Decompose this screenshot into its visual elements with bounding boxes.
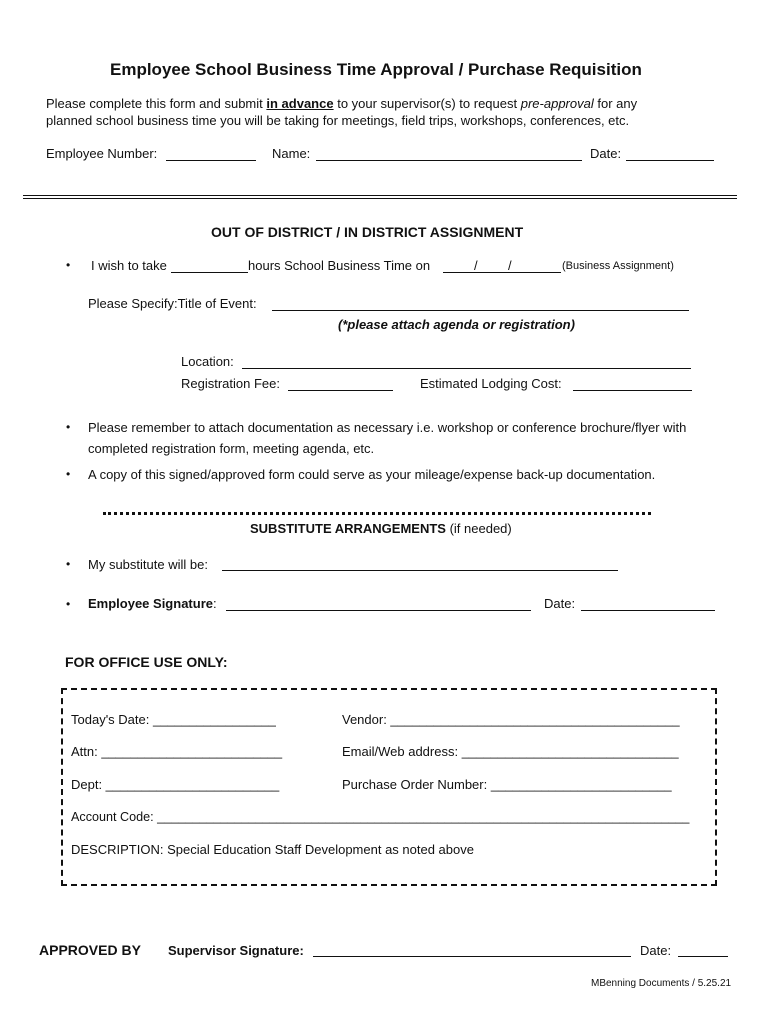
todays-date-field[interactable]: Today's Date: _________________ bbox=[71, 712, 276, 727]
employee-number-label: Employee Number: bbox=[46, 146, 158, 161]
dept-field[interactable]: Dept: ________________________ bbox=[71, 777, 280, 792]
assignment-heading: OUT OF DISTRICT / IN DISTRICT ASSIGNMENT bbox=[211, 224, 524, 240]
employee-number-field[interactable] bbox=[166, 160, 256, 161]
substitute-heading-note: (if needed) bbox=[445, 521, 512, 536]
reminder-line-1: Please remember to attach documentation as necessary i.e. workshop or conference brochure/flyer with bbox=[88, 420, 687, 435]
wish-prefix: I wish to take bbox=[91, 258, 167, 273]
copy-note: A copy of this signed/approved form could serve as your mileage/expense back-up documentation. bbox=[88, 467, 656, 482]
bullet-icon: • bbox=[66, 597, 71, 611]
date-slash-2: / bbox=[508, 258, 512, 273]
intro-text-3: for any bbox=[593, 96, 638, 111]
footer-text: MBenning Documents / 5.25.21 bbox=[591, 978, 732, 989]
intro-italic: pre-approval bbox=[520, 96, 594, 111]
account-code-field[interactable]: Account Code: ____________________________________________________________________________ bbox=[71, 810, 690, 824]
wish-suffix: (Business Assignment) bbox=[562, 260, 674, 272]
substitute-heading-row bbox=[250, 521, 512, 536]
name-label: Name: bbox=[272, 146, 311, 161]
signature-date-label: Date: bbox=[544, 596, 576, 611]
vendor-field[interactable]: Vendor: ________________________________________ bbox=[342, 712, 680, 727]
name-field[interactable] bbox=[316, 160, 582, 161]
description-text: DESCRIPTION: Special Education Staff Development as noted above bbox=[71, 842, 474, 857]
lodging-field[interactable] bbox=[573, 390, 692, 391]
email-field[interactable]: Email/Web address: ______________________________ bbox=[342, 744, 679, 759]
bullet-icon: • bbox=[66, 420, 71, 434]
employee-signature-label-row bbox=[88, 596, 217, 611]
bullet-icon: • bbox=[66, 258, 71, 272]
bullet-icon: • bbox=[66, 557, 71, 571]
office-heading: FOR OFFICE USE ONLY: bbox=[65, 654, 228, 670]
substitute-heading: SUBSTITUTE ARRANGEMENTS bbox=[250, 521, 446, 536]
substitute-label: My substitute will be: bbox=[88, 557, 208, 572]
lodging-label: Estimated Lodging Cost: bbox=[420, 376, 562, 391]
supervisor-signature-field[interactable] bbox=[313, 956, 631, 957]
assignment-date-field[interactable] bbox=[443, 272, 561, 273]
substitute-field[interactable] bbox=[222, 570, 618, 571]
registration-fee-field[interactable] bbox=[288, 390, 393, 391]
employee-signature-field[interactable] bbox=[226, 610, 531, 611]
location-label: Location: bbox=[181, 354, 234, 369]
form-title: Employee School Business Time Approval / Purchase Requisition bbox=[110, 60, 642, 79]
hours-field[interactable] bbox=[171, 272, 248, 273]
approval-date-label: Date: bbox=[640, 943, 672, 958]
intro-text-2: to your supervisor(s) to request bbox=[333, 96, 521, 111]
date-field[interactable] bbox=[626, 160, 714, 161]
po-number-field[interactable]: Purchase Order Number: _________________________ bbox=[342, 777, 672, 792]
employee-signature-label: Employee Signature bbox=[88, 596, 213, 611]
attach-note: (*please attach agenda or registration) bbox=[338, 317, 575, 332]
reminder-line-2: completed registration form, meeting agenda, etc. bbox=[88, 441, 375, 456]
approved-by-label: APPROVED BY bbox=[39, 942, 141, 958]
section-divider bbox=[23, 195, 737, 199]
employee-signature-colon: : bbox=[212, 596, 217, 611]
signature-date-field[interactable] bbox=[581, 610, 715, 611]
attn-field[interactable]: Attn: _________________________ bbox=[71, 744, 283, 759]
date-slash-1: / bbox=[474, 258, 478, 273]
date-label: Date: bbox=[590, 146, 622, 161]
intro-text-1: Please complete this form and submit bbox=[46, 96, 267, 111]
approval-date-field[interactable] bbox=[678, 956, 728, 957]
intro-line-1 bbox=[46, 96, 637, 111]
supervisor-signature-label: Supervisor Signature: bbox=[168, 943, 304, 958]
specify-label: Please Specify:Title of Event: bbox=[88, 296, 257, 311]
bullet-icon: • bbox=[66, 467, 71, 481]
intro-emphasis: in advance bbox=[266, 96, 334, 111]
event-title-field[interactable] bbox=[272, 310, 689, 311]
dotted-divider bbox=[103, 512, 651, 515]
registration-fee-label: Registration Fee: bbox=[181, 376, 280, 391]
intro-line-2: planned school business time you will be taking for meetings, field trips, workshops, conferences, etc. bbox=[46, 113, 630, 128]
location-field[interactable] bbox=[242, 368, 691, 369]
wish-middle: hours School Business Time on bbox=[248, 258, 431, 273]
